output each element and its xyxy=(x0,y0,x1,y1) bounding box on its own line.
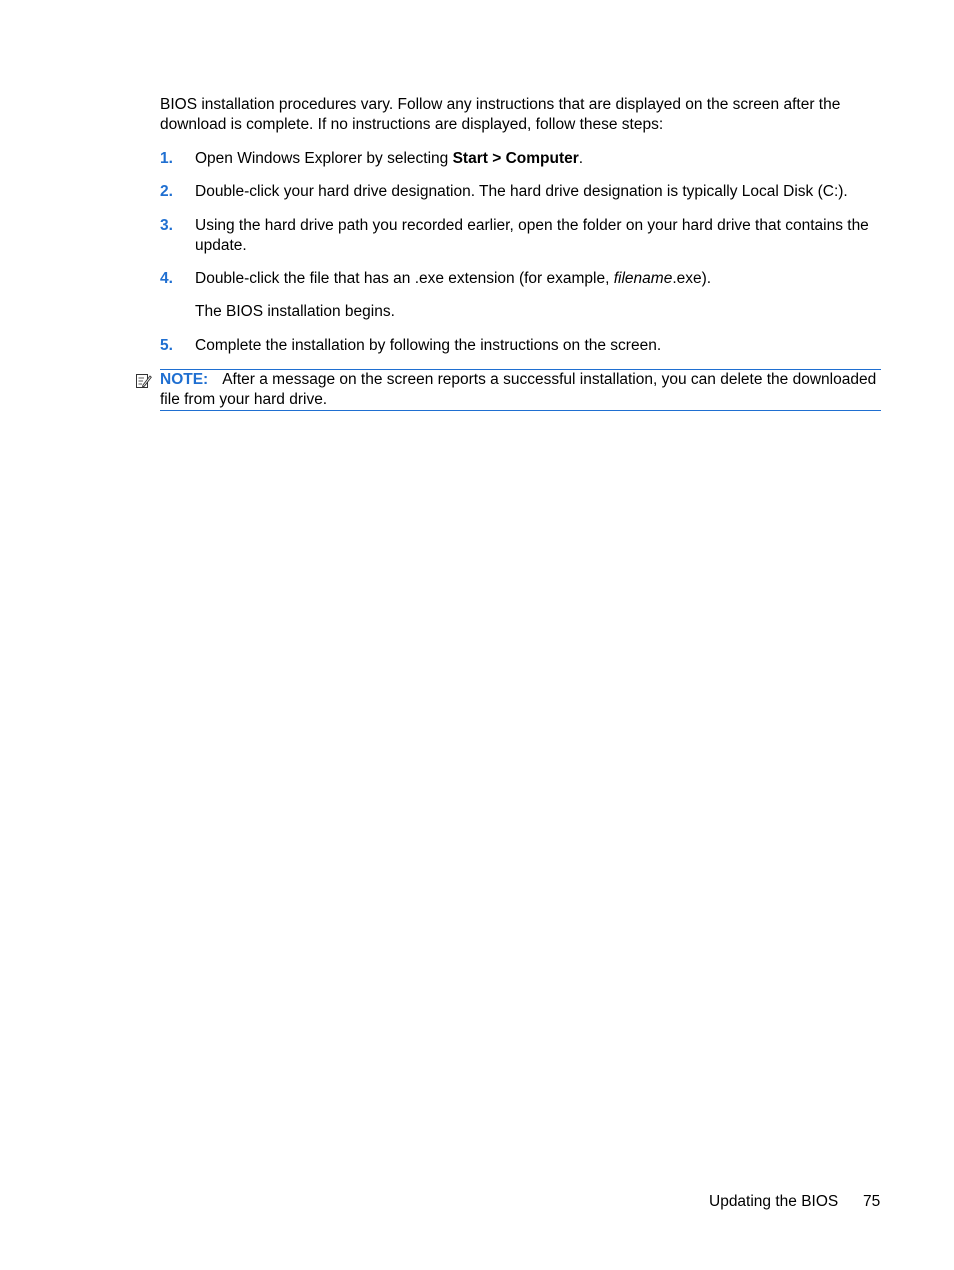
step-number: 4. xyxy=(160,270,173,287)
step-text-part: Double-click the file that has an .exe extension (for example, xyxy=(195,270,614,287)
step-text xyxy=(195,269,883,289)
note-pencil-icon xyxy=(135,372,152,389)
intro-paragraph: BIOS installation procedures vary. Follow any instructions that are displayed on the screen after the download is complete. If no instructions are displayed, follow these steps: xyxy=(160,96,841,133)
step-number: 5. xyxy=(160,337,173,354)
footer-page-number: 75 xyxy=(863,1193,881,1210)
step-text: Double-click your hard drive designation. The hard drive designation is typically Local Disk (C:). xyxy=(195,183,848,200)
step-number: 3. xyxy=(160,217,173,234)
step-text xyxy=(195,149,883,169)
note-label: NOTE: xyxy=(160,371,209,388)
step-4-result: The BIOS installation begins. xyxy=(195,303,395,320)
note-message: After a message on the screen reports a successful installation, you can delete the downloaded file from your hard drive. xyxy=(160,371,877,408)
step-text-part: Open Windows Explorer by selecting xyxy=(195,150,453,167)
step-text-part: .exe). xyxy=(672,270,712,287)
menu-path: Start > Computer xyxy=(452,150,579,167)
step-number: 2. xyxy=(160,183,173,200)
step-text: Using the hard drive path you recorded earlier, open the folder on your hard drive that contains the update. xyxy=(195,217,869,254)
footer-section-title: Updating the BIOS xyxy=(709,1193,839,1210)
step-text: Complete the installation by following the instructions on the screen. xyxy=(195,337,662,354)
filename-placeholder: filename xyxy=(613,270,673,287)
step-text-part: . xyxy=(578,150,584,167)
step-number: 1. xyxy=(160,150,173,167)
note-text xyxy=(160,370,881,410)
note-box xyxy=(160,369,881,411)
